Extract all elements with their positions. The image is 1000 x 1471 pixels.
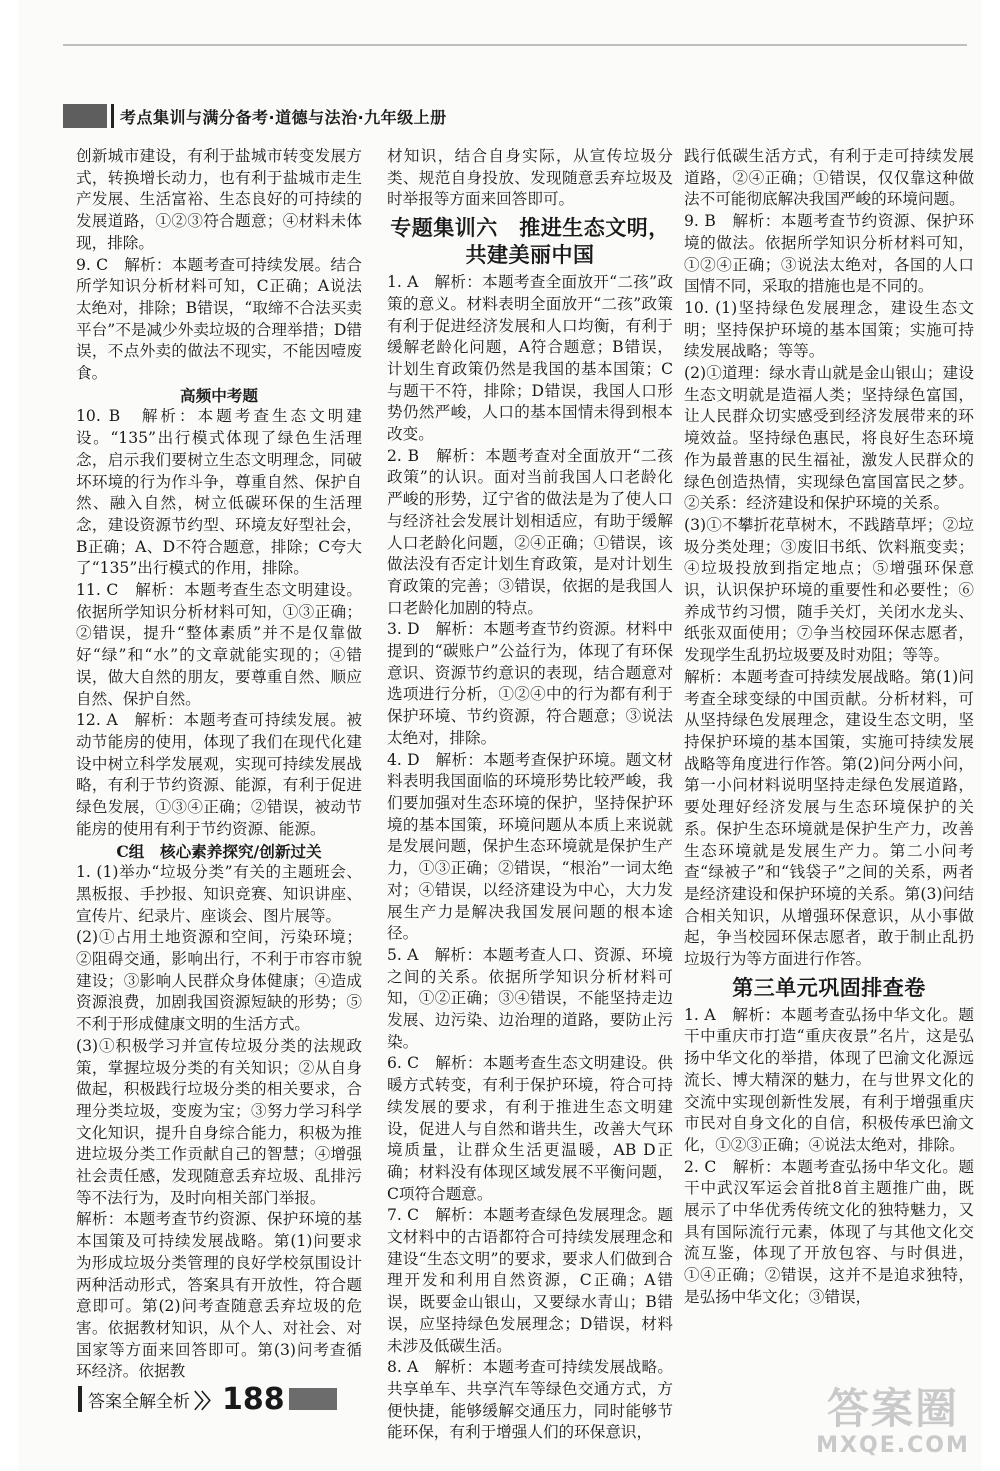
text-paragraph: 10. (1)坚持绿色发展理念，建设生态文明；坚持保护环境的基本国策；实施可持续发展战略；等等。 — [684, 298, 974, 361]
footer-label: 答案全解全析 — [88, 1391, 190, 1412]
running-header — [63, 103, 447, 129]
header-gray-block — [63, 104, 107, 128]
text-paragraph: 8. A 解析：本题考查可持续发展战略。共享单车、共享汽车等绿色交通方式，方便快捷，能够缓解交通压力，同时能够节能环保，有利于增强人们的环保意识， — [387, 1358, 673, 1442]
text-paragraph: (3)①积极学习并宣传垃圾分类的法规政策，掌握垃圾分类的有关知识；②从自身做起，积极践行垃圾分类的相关要求，合理分类垃圾，变废为宝；③努力学习科学文化知识，提升自身综合能力，积极为推进垃圾分类工作贡献自己的智慧；④增强社会责任感，发现随意丢弃垃圾、乱排污等不法行为，及时向相关部门举报。 — [76, 1036, 362, 1207]
header-divider — [111, 104, 114, 128]
section-heading-unit-three: 第三单元巩固排查卷 — [732, 975, 926, 1000]
text-paragraph: 2. C 解析：本题考查弘扬中华文化。题干中武汉军运会首批8首主题推广曲，既展示了中华优秀传统文化的独特魅力，又具有国际流行元素，体现了与其他文化交流互鉴，体现了开放包容、与时俱进，①④正确；②错误，这并不是追求独特，是弘扬中华文化；③错误， — [684, 1157, 974, 1306]
watermark-url: MXQE.COM — [816, 1433, 970, 1458]
column-middle — [387, 146, 673, 1444]
column-middle-top — [387, 146, 673, 211]
column-right-top — [684, 146, 974, 971]
text-paragraph: (3)①不攀折花草树木，不践踏草坪；②垃圾分类处理；③废旧书纸、饮料瓶变卖；④垃圾投放到指定地点；⑤增强环保意识，认识保护环境的重要性和必要性；⑥养成节约习惯，随手关灯，关闭水龙头、纸张双面使用；⑦争当校园环保志愿者，发现学生乱扔垃圾要及时劝阻；等等。 — [684, 515, 974, 665]
header-title: 考点集训与满分备考·道德与法治·九年级上册 — [120, 107, 447, 127]
text-paragraph: 1. (1)举办“垃圾分类”有关的主题班会、黑板报、手抄报、知识竞赛、知识讲座、宣传片、纪录片、座谈会、图片展等。 — [76, 863, 362, 925]
text-paragraph: (2)①道理：绿水青山就是金山银山；建设生态文明就是造福人类；坚持绿色富国，让人民群众切实感受到经济发展带来的环境效益。坚持绿色惠民，将良好生态环境作为最普惠的民生福祉，激发人民群众的绿色创造热情，实现绿色富国富民之梦。②关系：经济建设和保护环境的关系。 — [684, 364, 974, 513]
text-paragraph: 2. B 解析：本题考查对全面放开“二孩政策”的认识。面对当前我国人口老龄化严峻的形势，辽宁省的做法是为了使人口与经济社会发展计划相适应，有助于缓解人口老龄化问题，②④正确；①错误，该做法没有否定计划生育政策，是对计划生育政策的完善；③错误，依据的是我国人口老龄化加剧的特点。 — [387, 446, 673, 617]
column-middle-body — [387, 272, 673, 1444]
text-paragraph: 11. C 解析：本题考查生态文明建设。依据所学知识分析材料可知，①③正确；②错误，提升“整体素质”并不是仅靠做好“绿”和“水”的文章就能实现的；④错误，做大自然的朋友，要尊重自然、顺应自然、保护自然。 — [76, 581, 362, 708]
footer-bar — [78, 1386, 82, 1412]
column-left — [76, 146, 362, 1383]
text-paragraph: 1. A 解析：本题考查弘扬中华文化。题干中重庆市打造“重庆夜景”名片，这是弘扬中华文化的举措，体现了巴渝文化源远流长、博大精深的魅力，在与世界文化的交流中实现创新性发展，有利于增强重庆市民对自身文化的自信，积极传承巴渝文化，①②③正确；④说法太绝对，排除。 — [684, 1005, 974, 1154]
double-chevron-icon: 〉〉 — [194, 1388, 218, 1413]
text-paragraph: 9. C 解析：本题考查可持续发展。结合所学知识分析材料可知，C正确；A说法太绝对，排除；B错误，“取缔不合法买卖平台”不是减少外卖垃圾的合理举措；D错误，不点外卖的做法不现实，不能因噎废食。 — [76, 255, 362, 383]
text-paragraph: 5. A 解析：本题考查人口、资源、环境之间的关系。依据所学知识分析材料可知，①②正确；③④错误，不能坚持走边发展、边污染、边治理的道路，要防止污染。 — [387, 945, 673, 1051]
text-paragraph: 高频中考题 — [180, 385, 258, 405]
column-right-body — [684, 1005, 974, 1309]
text-paragraph: 4. D 解析：本题考查保护环境。题文材料表明我国面临的环境形势比较严峻，我们要加强对生态环境的保护，坚持保护环境的基本国策，环境问题从本质上来说就是发展问题，保护生态环境就是保护生产力，①③正确；②错误，“根治”一词太绝对；④错误，以经济建设为中心，大力发展生产力是解决我国发展问题的根本途径。 — [387, 750, 673, 943]
section-heading-topic-six: 专题集训六 推进生态文明，共建美丽中国 — [390, 216, 670, 268]
text-paragraph: 9. B 解析：本题考查节约资源、保护环境的做法。依据所学知识分析材料可知，①②④正确；③说法太绝对，各国的人口国情不同，采取的措施也是不同的。 — [684, 212, 974, 296]
text-paragraph: 7. C 解析：本题考查绿色发展理念。题文材料中的古语都符合可持续发展理念和建设“生态文明”的要求，要求人们做到合理开发和利用自然资源，C正确；A错误，既要金山银山，又要绿水青山；B错误，应坚持绿色发展理念；D错误，材料未涉及低碳生活。 — [387, 1206, 673, 1355]
watermark-text: 答案圈 — [826, 1384, 959, 1433]
page-number: 188 — [222, 1381, 285, 1417]
document-page — [18, 0, 982, 1471]
text-paragraph: (2)①占用土地资源和空间，污染环境；②阻碍交通，影响出行，不利于市容市貌建设；③影响人民群众身体健康；④造成资源浪费，加剧我国资源短缺的形势；⑤不利于形成健康文明的生活方式。 — [76, 928, 362, 1034]
text-paragraph: 解析：本题考查节约资源、保护环境的基本国策及可持续发展战略。第(1)问要求为形成垃圾分类管理的良好学校氛围设计两种活动形式，答案具有开放性，符合题意即可。第(2)问考查随意丢弃垃圾的危害。依据教材知识，从个人、对社会、对国家等方面来回答即可。第(3)问考查循环经济。依据教 — [76, 1210, 362, 1381]
text-paragraph: 6. C 解析：本题考查生态文明建设。供暖方式转变，有利于保护环境，符合可持续发展的要求，有利于推进生态文明建设，促进人与自然和谐共生，改善大气环境质量，让群众生活更温暖，AB D正确；材料没有体现区域发展不平衡问题，C项符合题意。 — [387, 1054, 673, 1203]
watermark-logo — [798, 1385, 988, 1465]
top-rule — [63, 44, 967, 46]
text-paragraph: 3. D 解析：本题考查节约资源。材料中提到的“碳账户”公益行为，体现了有环保意识、资源节约意识的表现，结合题意对选项进行分析，①②④中的行为都有利于保护环境、节约资源，符合题意；③说法太绝对，排除。 — [387, 620, 673, 747]
text-paragraph: 10. B 解析：本题考查生态文明建设。“135”出行模式体现了绿色生活理念，启示我们要树立生态文明理念，同破坏环境的行为作斗争，尊重自然、保护自然、融入自然，树立低碳环保的生活理念，建设资源节约型、环境友好型社会，B正确；A、D不符合题意，排除；C夸大了“135”出行模式的作用，排除。 — [76, 407, 362, 578]
text-paragraph: 1. A 解析：本题考查全面放开“二孩”政策的意义。材料表明全面放开“二孩”政策有利于促进经济发展和人口均衡，有利于缓解老龄化问题，A符合题意；B错误，计划生育政策仍然是我国的基本国策；C与题干不符，排除；D错误，我国人口形势仍然严峻，人口的基本国情未得到根本改变。 — [387, 273, 673, 444]
text-paragraph: 12. A 解析：本题考查可持续发展。被动节能房的使用，体现了我们在现代化建设中树立科学发展观，实现可持续发展战略，有利于节约资源、能源，有利于促进绿色发展，①③④正确；②错误，被动节能房的使用有利于节约资源、能源。 — [76, 711, 362, 838]
text-paragraph: 践行低碳生活方式，有利于走可持续发展道路，②④正确；①错误，仅仅靠这种做法不可能彻底解决我国严峻的环境问题。 — [684, 147, 974, 209]
page-footer — [78, 1381, 337, 1417]
text-paragraph: 创新城市建设，有利于盐城市转变发展方式，转换增长动力，也有利于盐城市走生产发展、生活富裕、生态良好的可持续的发展道路，①②③符合题意；④材料未体现，排除。 — [76, 147, 362, 252]
column-right — [684, 146, 974, 1309]
footer-gray-block — [289, 1388, 337, 1410]
text-paragraph: C组 核心素养探究/创新过关 — [116, 841, 322, 861]
text-paragraph: 材知识，结合自身实际，从宣传垃圾分类、规范自身投放、发现随意丢弃垃圾及时举报等方面来回答即可。 — [387, 147, 673, 209]
text-paragraph: 解析：本题考查可持续发展战略。第(1)问考查全球变绿的中国贡献。分析材料，可从坚持绿色发展理念，建设生态文明，坚持保护环境的基本国策，实施可持续发展战略等角度进行作答。第(2)问分两小问，第一小问材料说明坚持走绿色发展道路，要处理好经济发展与生态环境保护的关系。保护生态环境就是保护生产力，改善生态环境就是发展生产力。第二小问考查“绿被子”和“钱袋子”之间的关系，两者是经济建设和保护环境的关系。第(3)问结合相关知识，从增强环保意识，从小事做起，争当校园环保志愿者，敢于制止乱扔垃圾行为等方面进行作答。 — [684, 667, 974, 969]
